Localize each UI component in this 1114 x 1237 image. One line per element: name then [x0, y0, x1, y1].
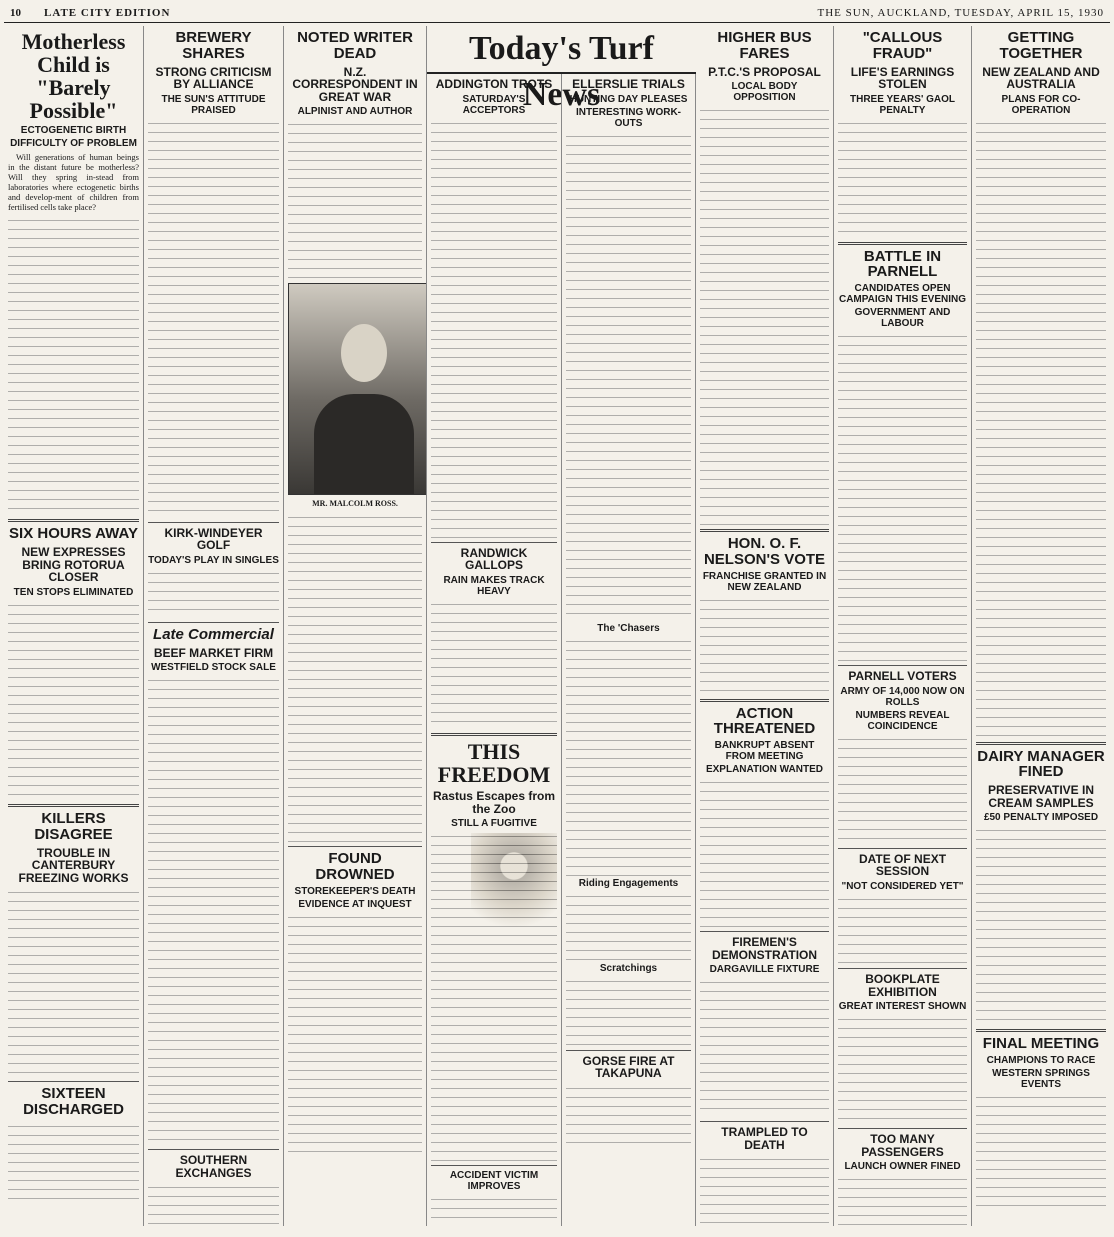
subhead: EVIDENCE AT INQUEST: [298, 898, 412, 910]
subhead: EXPLANATION WANTED: [705, 764, 824, 776]
lead-text: Will generations of human beings in the distant future be motherless? Will they spring in-stead from laboratories where ectogenetic births and develop-ment of children from fertilised cells take place?: [8, 152, 139, 213]
subhead: Riding Engagements: [578, 877, 679, 889]
column-6: [696, 26, 834, 1226]
article-body: [566, 1083, 691, 1143]
headline-six-hours-away: SIX HOURS AWAY: [9, 525, 138, 543]
headline-killers-disagree: KILLERS DISAGREE: [34, 810, 113, 843]
subhead: STOREKEEPER'S DEATH: [294, 885, 416, 897]
article-body: [838, 1174, 967, 1226]
column-7: [834, 26, 972, 1226]
headline-action-threatened: ACTION THREATENED: [713, 704, 816, 738]
headline-brewery-shares: BREWERY SHARES: [175, 29, 252, 62]
subhead: FRANCHISE GRANTED IN NEW ZEALAND: [702, 570, 827, 593]
headline-trampled-to-death: TRAMPLED TO DEATH: [721, 1125, 808, 1152]
article-body: [431, 1194, 557, 1226]
subhead: INTERESTING WORK-OUTS: [576, 106, 681, 129]
headline-dairy-manager-fined: DAIRY MANAGER FINED: [977, 747, 1105, 781]
subhead: SATURDAY'S ACCEPTORS: [462, 93, 526, 116]
article-body: [976, 1092, 1106, 1212]
article-body: [8, 1121, 139, 1201]
subhead: LOCAL BODY OPPOSITION: [731, 81, 798, 104]
headline-ellerslie-trials: ELLERSLIE TRIALS: [572, 77, 685, 91]
subhead: WESTERN SPRINGS EVENTS: [992, 1068, 1090, 1091]
subhead: The 'Chasers: [597, 622, 660, 634]
article-body: [700, 777, 829, 927]
headline-noted-writer-dead: NOTED WRITER DEAD: [297, 29, 413, 62]
headline-higher-bus-fares: HIGHER BUS FARES: [717, 29, 812, 62]
headline-too-many-passengers: TOO MANY PASSENGERS: [861, 1132, 944, 1159]
headline-firemens-demonstration: FIREMEN'S DEMONSTRATION: [711, 935, 818, 962]
headline-motherless-child: Motherless Child is "Barely Possible": [21, 29, 126, 124]
headline-preservative: PRESERVATIVE IN CREAM SAMPLES: [987, 783, 1095, 810]
headline-sixteen-discharged: SIXTEEN DISCHARGED: [23, 1085, 124, 1119]
article-body: [148, 675, 279, 1145]
article-body: [148, 118, 279, 518]
subhead: DARGAVILLE FIXTURE: [709, 964, 820, 976]
subhead: THREE YEARS' GAOL PENALTY: [850, 93, 955, 116]
column-1: [4, 26, 144, 1226]
headline-rastus: Rastus Escapes from the Zoo: [432, 788, 556, 816]
headline-battle-in-parnell: BATTLE IN PARNELL: [863, 247, 942, 281]
article-body: [288, 119, 422, 279]
article-body: [566, 636, 691, 876]
headline-beef-market: BEEF MARKET FIRM: [153, 645, 274, 660]
article-body: [838, 894, 967, 964]
headline-gorse-fire: GORSE FIRE AT TAKAPUNA: [582, 1053, 675, 1081]
headline-parnell-voters: PARNELL VOTERS: [848, 669, 957, 684]
subhead: Scratchings: [599, 962, 658, 974]
subhead: GREAT INTEREST SHOWN: [838, 1001, 967, 1013]
subhead: CHAMPIONS TO RACE: [986, 1055, 1096, 1067]
portrait-photo: [288, 283, 427, 495]
headline-correspondent: N.Z. CORRESPONDENT IN GREAT WAR: [292, 64, 418, 104]
headline-southern-exchanges: SOUTHERN EXCHANGES: [175, 1153, 252, 1180]
subhead: NUMBERS REVEAL COINCIDENCE: [855, 709, 950, 732]
subhead: CANDIDATES OPEN CAMPAIGN THIS EVENING: [838, 283, 967, 306]
article-body: [700, 595, 829, 695]
headline-nz-australia: NEW ZEALAND AND AUSTRALIA: [982, 64, 1100, 92]
headline-addington-trots: ADDINGTON TROTS: [435, 77, 553, 91]
edition-label: LATE CITY EDITION: [44, 7, 171, 19]
subhead: WESTFIELD STOCK SALE: [151, 662, 276, 674]
article-body: [148, 1182, 279, 1226]
article-body: [8, 887, 139, 1077]
column-3: [284, 26, 427, 1226]
article-body: [838, 118, 967, 238]
headline-found-drowned: FOUND DROWNED: [315, 850, 395, 884]
article-lead: [8, 152, 139, 212]
subhead: DIFFICULTY OF PROBLEM: [10, 138, 137, 150]
article-body: [288, 512, 422, 842]
headline-kirk-windeyer: KIRK-WINDEYER GOLF: [164, 525, 263, 553]
subhead: LAUNCH OWNER FINED: [844, 1161, 961, 1173]
article-body: [8, 600, 139, 800]
subhead: THE SUN'S ATTITUDE PRAISED: [161, 93, 266, 116]
headline-next-session: DATE OF NEXT SESSION: [858, 851, 947, 879]
article-body: [976, 118, 1106, 738]
masthead: [4, 4, 1110, 23]
column-8: [972, 26, 1110, 1226]
newspaper-page: [4, 4, 1110, 1229]
photo-caption: MR. MALCOLM ROSS.: [312, 499, 398, 509]
article-body: [288, 912, 422, 1152]
subhead: TEN STOPS ELIMINATED: [13, 587, 134, 598]
subhead: HUNTING DAY PLEASES: [569, 93, 688, 105]
page-number: 10: [10, 7, 21, 19]
subhead: ECTOGENETIC BIRTH: [20, 125, 127, 137]
article-body: [566, 976, 691, 1046]
headline-criticism: STRONG CRITICISM BY ALLIANCE: [155, 64, 272, 92]
subhead: RAIN MAKES TRACK HEAVY: [443, 574, 545, 597]
headline-final-meeting: FINAL MEETING: [982, 1035, 1100, 1053]
article-body: [700, 105, 829, 525]
headline-randwick-gallops: RANDWICK GALLOPS: [460, 545, 528, 573]
headline-bookplate-exhibition: BOOKPLATE EXHIBITION: [865, 971, 940, 999]
column-2: [144, 26, 284, 1226]
headline-callous-fraud: "CALLOUS FRAUD": [862, 29, 943, 62]
article-body: [566, 131, 691, 621]
headline-getting-together: GETTING TOGETHER: [999, 29, 1083, 62]
headline-accident-victim: ACCIDENT VICTIM IMPROVES: [449, 1170, 539, 1193]
article-body: [700, 1154, 829, 1226]
headline-life-earnings: LIFE'S EARNINGS STOLEN: [850, 64, 955, 92]
headline-freezing-works: TROUBLE IN CANTERBURY FREEZING WORKS: [18, 845, 129, 885]
headline-expresses: NEW EXPRESSES BRING ROTORUA CLOSER: [21, 545, 126, 585]
article-body: [700, 977, 829, 1117]
article-body: [838, 331, 967, 661]
subhead: GOVERNMENT AND LABOUR: [854, 307, 951, 330]
article-body: [838, 1014, 967, 1124]
article-body: [8, 215, 139, 515]
headline-ptc-proposal: P.T.C.'S PROPOSAL: [708, 64, 821, 79]
subhead: TODAY'S PLAY IN SINGLES: [148, 554, 279, 566]
article-body: [566, 891, 691, 961]
article-body: [431, 831, 557, 1161]
turf-news-banner: Today's Turf News: [427, 26, 696, 74]
column-5: [562, 74, 696, 1226]
subhead: "NOT CONSIDERED YET": [841, 880, 964, 892]
subhead: PLANS FOR CO-OPERATION: [1001, 93, 1081, 116]
dateline: THE SUN, AUCKLAND, TUESDAY, APRIL 15, 1930: [817, 7, 1104, 19]
column-4: [427, 74, 562, 1226]
article-body: [838, 734, 967, 844]
subhead: ARMY OF 14,000 NOW ON ROLLS: [840, 685, 965, 708]
subhead: BANKRUPT ABSENT FROM MEETING: [714, 740, 815, 763]
headline-this-freedom: THIS FREEDOM: [437, 738, 551, 787]
headline-nelson-vote: HON. O. F. NELSON'S VOTE: [703, 535, 826, 568]
article-body: [976, 825, 1106, 1025]
acceptors-list: [431, 118, 557, 538]
subhead: ALPINIST AND AUTHOR: [297, 106, 413, 118]
article-body: [431, 599, 557, 729]
article-body: [148, 568, 279, 618]
subhead: £50 PENALTY IMPOSED: [983, 812, 1099, 824]
headline-late-commercial: Late Commercial: [153, 625, 274, 643]
subhead: STILL A FUGITIVE: [451, 818, 537, 830]
